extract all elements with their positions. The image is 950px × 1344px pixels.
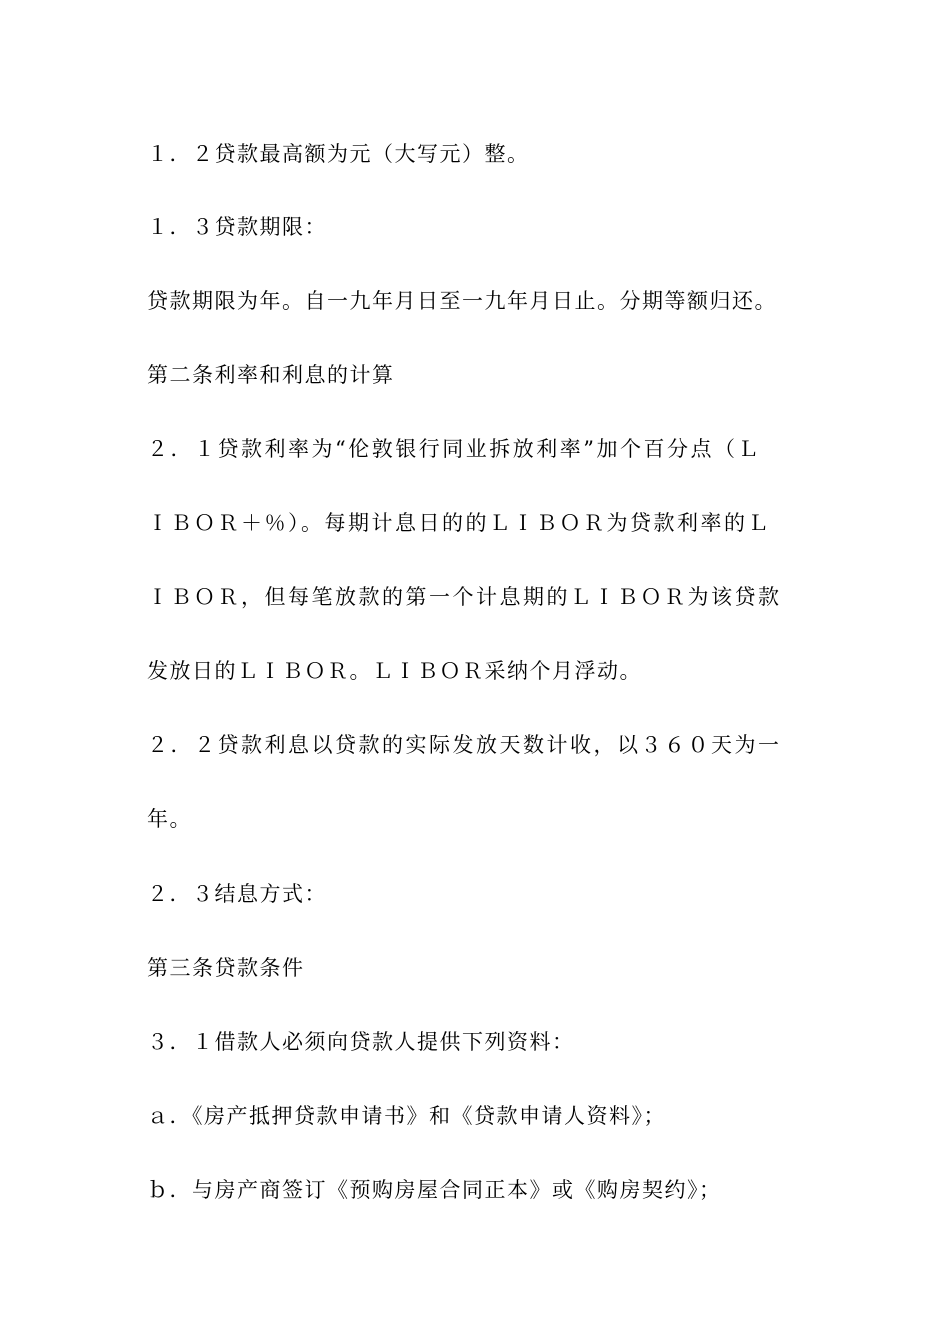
article-2-heading: 第二条利率和利息的计算: [147, 363, 395, 387]
item-a: ａ．《房产抵押贷款申请书》和《贷款申请人资料》；: [147, 1104, 666, 1128]
clause-2-1-line-3: ＩＢＯＲ，但每笔放款的第一个计息期的ＬＩＢＯＲ为该贷款: [147, 585, 782, 609]
clause-1-3-heading: １．３贷款期限：: [147, 215, 327, 239]
clause-2-2-line-1: ２．２贷款利息以贷款的实际发放天数计收，以３６０天为一: [147, 733, 782, 757]
clause-2-1-line-4: 发放日的ＬＩＢＯＲ。ＬＩＢＯＲ采纳个月浮动。: [147, 659, 642, 683]
clause-3-1: ３．１借款人必须向贷款人提供下列资料：: [147, 1030, 575, 1054]
clause-2-1-line-2: ＩＢＯＲ＋％）。每期计息日的的ＬＩＢＯＲ为贷款利率的Ｌ: [147, 511, 771, 535]
clause-1-2: １．２贷款最高额为元（大写元）整。: [147, 142, 530, 166]
clause-2-1-line-1: ２．１贷款利率为“伦敦银行同业拆放利率”加个百分点（Ｌ: [147, 437, 761, 461]
loan-term-text: 贷款期限为年。自一九年月日至一九年月日止。分期等额归还。: [147, 289, 777, 313]
clause-2-3-heading: ２．３结息方式：: [147, 882, 327, 906]
item-b: ｂ．与房产商签订《预购房屋合同正本》或《购房契约》；: [147, 1178, 722, 1202]
clause-2-2-line-2: 年。: [147, 807, 192, 831]
article-3-heading: 第三条贷款条件: [147, 956, 305, 980]
